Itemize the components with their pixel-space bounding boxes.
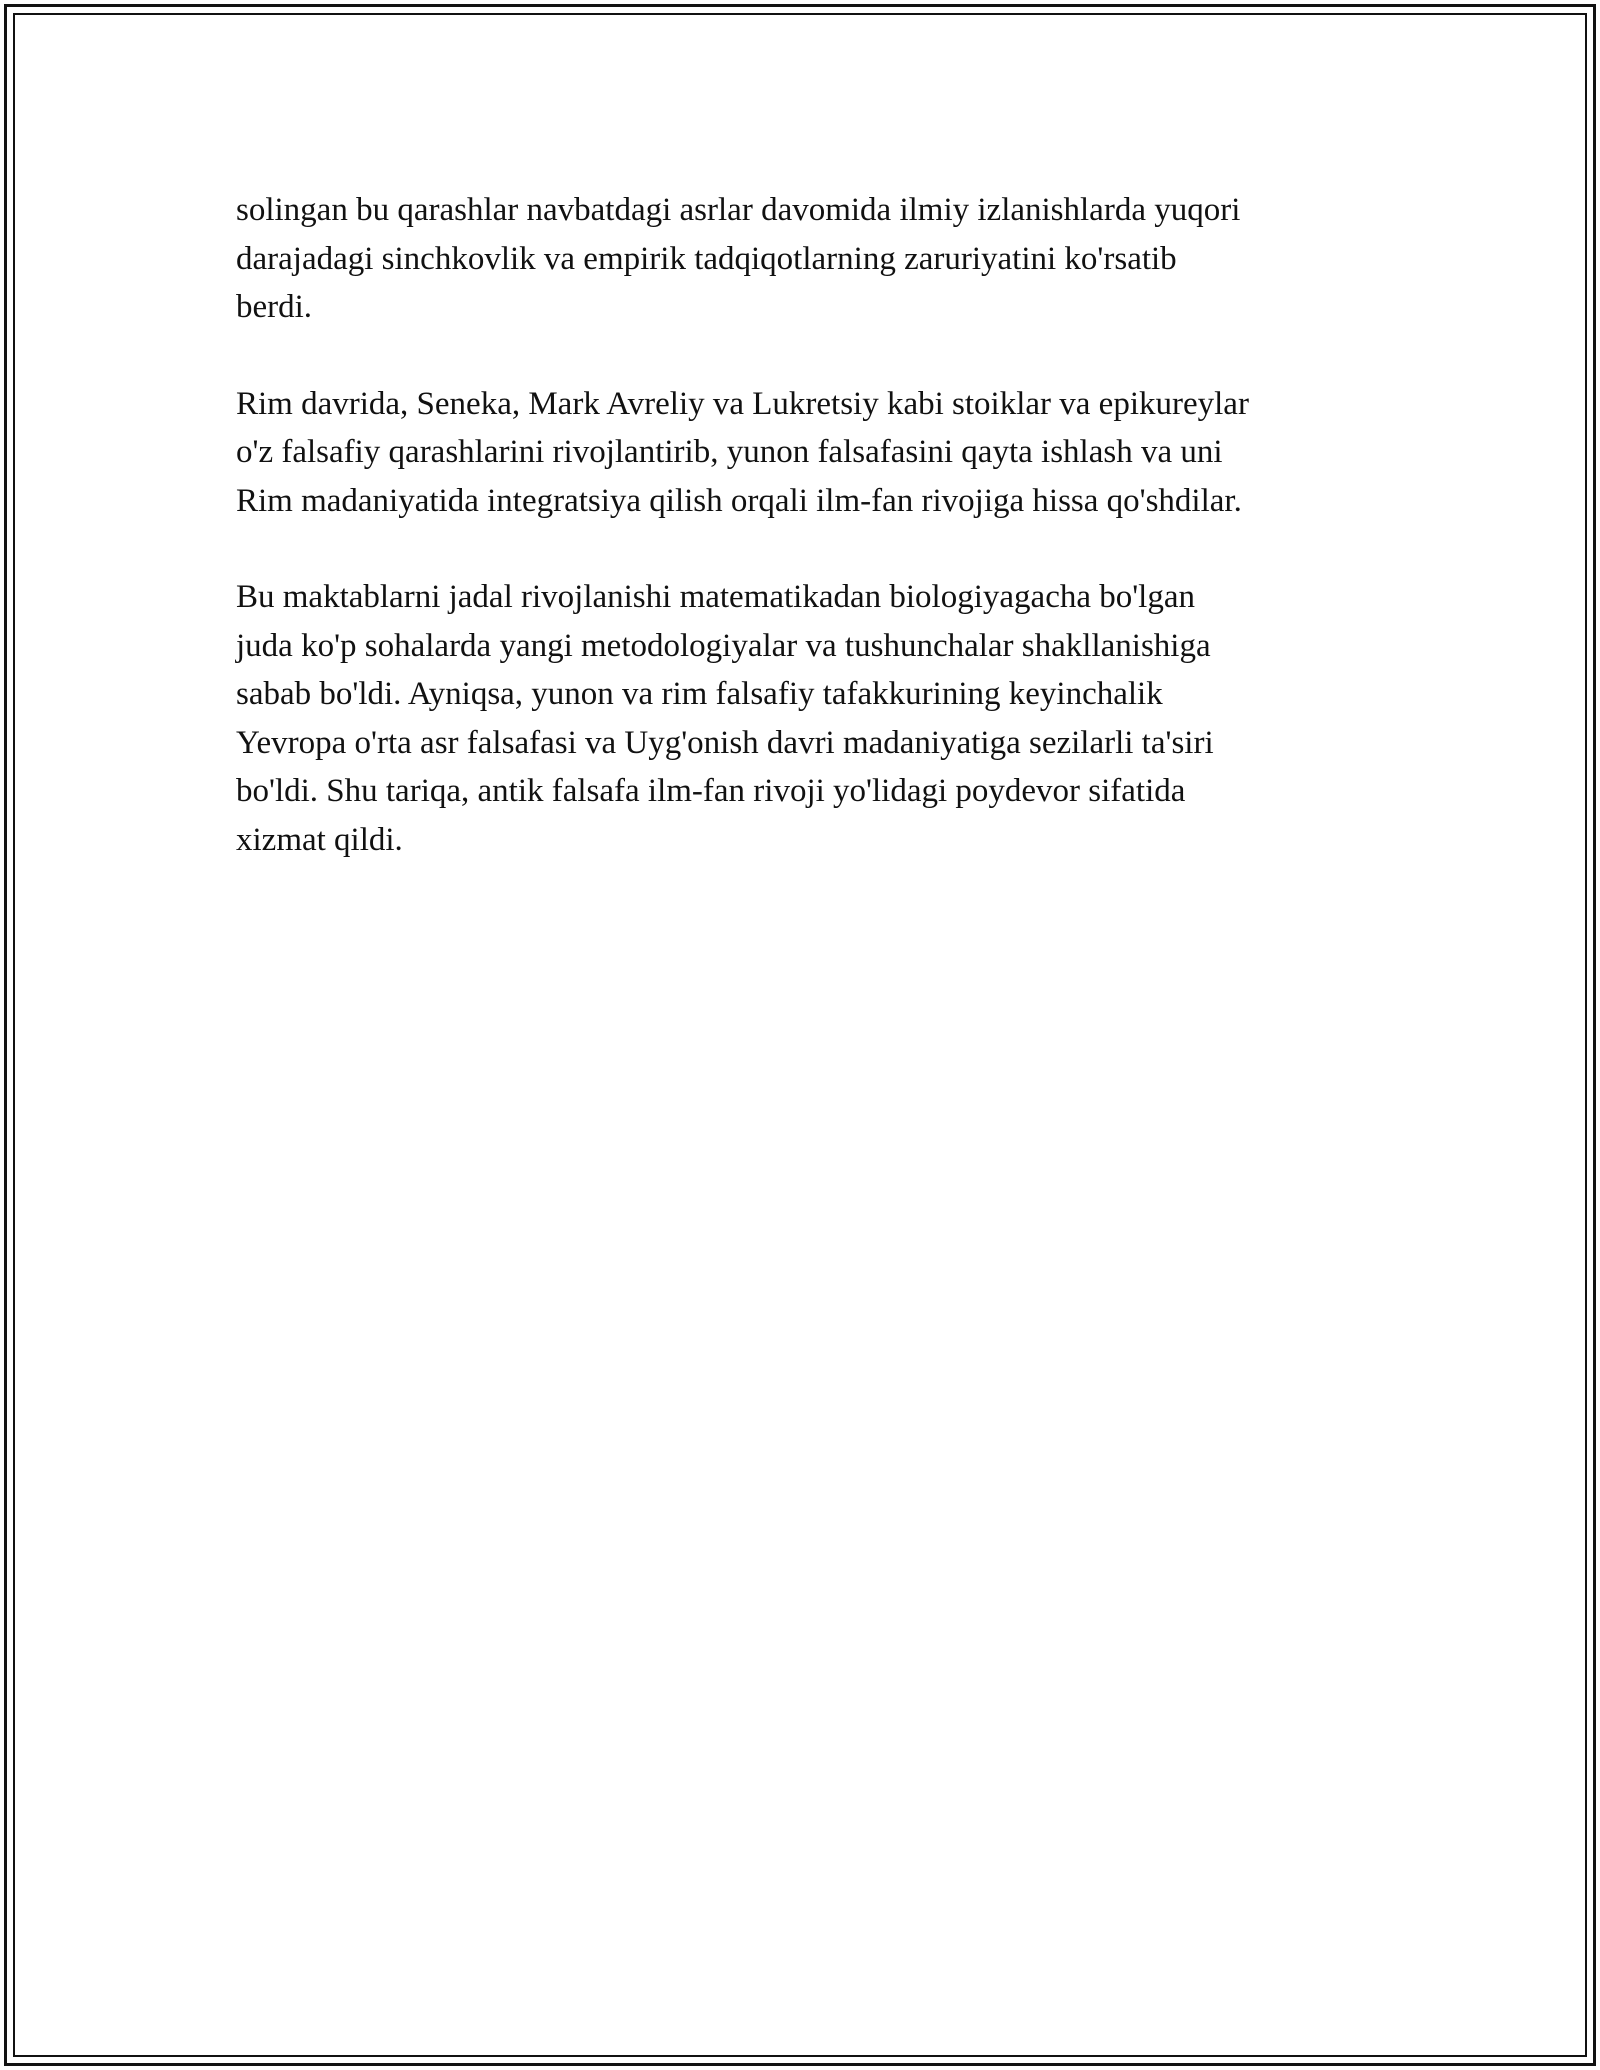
text-line: o'z falsafiy qarashlarini rivojlantirib, yunon falsafasini qayta ishlash va uni	[236, 434, 1223, 470]
paragraph-2	[236, 380, 1396, 526]
text-line: darajadagi sinchkovlik va empirik tadqiqotlarning zaruriyatini ko'rsatib	[236, 240, 1177, 277]
text-line: berdi.	[236, 289, 313, 325]
text-line: sabab bo'ldi. Ayniqsa, yunon va rim falsafiy tafakkurining keyinchalik	[236, 676, 1163, 712]
text-line: juda ko'p sohalarda yangi metodologiyalar va tushunchalar shakllanishiga	[236, 627, 1211, 664]
text-line: Bu maktablarni jadal rivojlanishi matematikadan biologiyagacha bo'lgan	[236, 579, 1195, 615]
paragraph-1	[236, 186, 1396, 332]
text-line: Yevropa o'rta asr falsafasi va Uyg'onish davri madaniyatiga sezilarli ta'siri	[236, 724, 1214, 761]
text-line: bo'ldi. Shu tariqa, antik falsafa ilm-fan rivoji yo'lidagi poydevor sifatida	[236, 773, 1186, 809]
text-line: Rim davrida, Seneka, Mark Avreliy va Lukretsiy kabi stoiklar va epikureylar	[236, 385, 1249, 422]
text-line: solingan bu qarashlar navbatdagi asrlar davomida ilmiy izlanishlarda yuqori	[236, 192, 1241, 228]
document-body	[236, 186, 1396, 912]
paragraph-3	[236, 573, 1396, 864]
text-line: Rim madaniyatida integratsiya qilish orqali ilm-fan rivojiga hissa qo'shdilar.	[236, 482, 1242, 519]
text-line: xizmat qildi.	[236, 821, 403, 858]
